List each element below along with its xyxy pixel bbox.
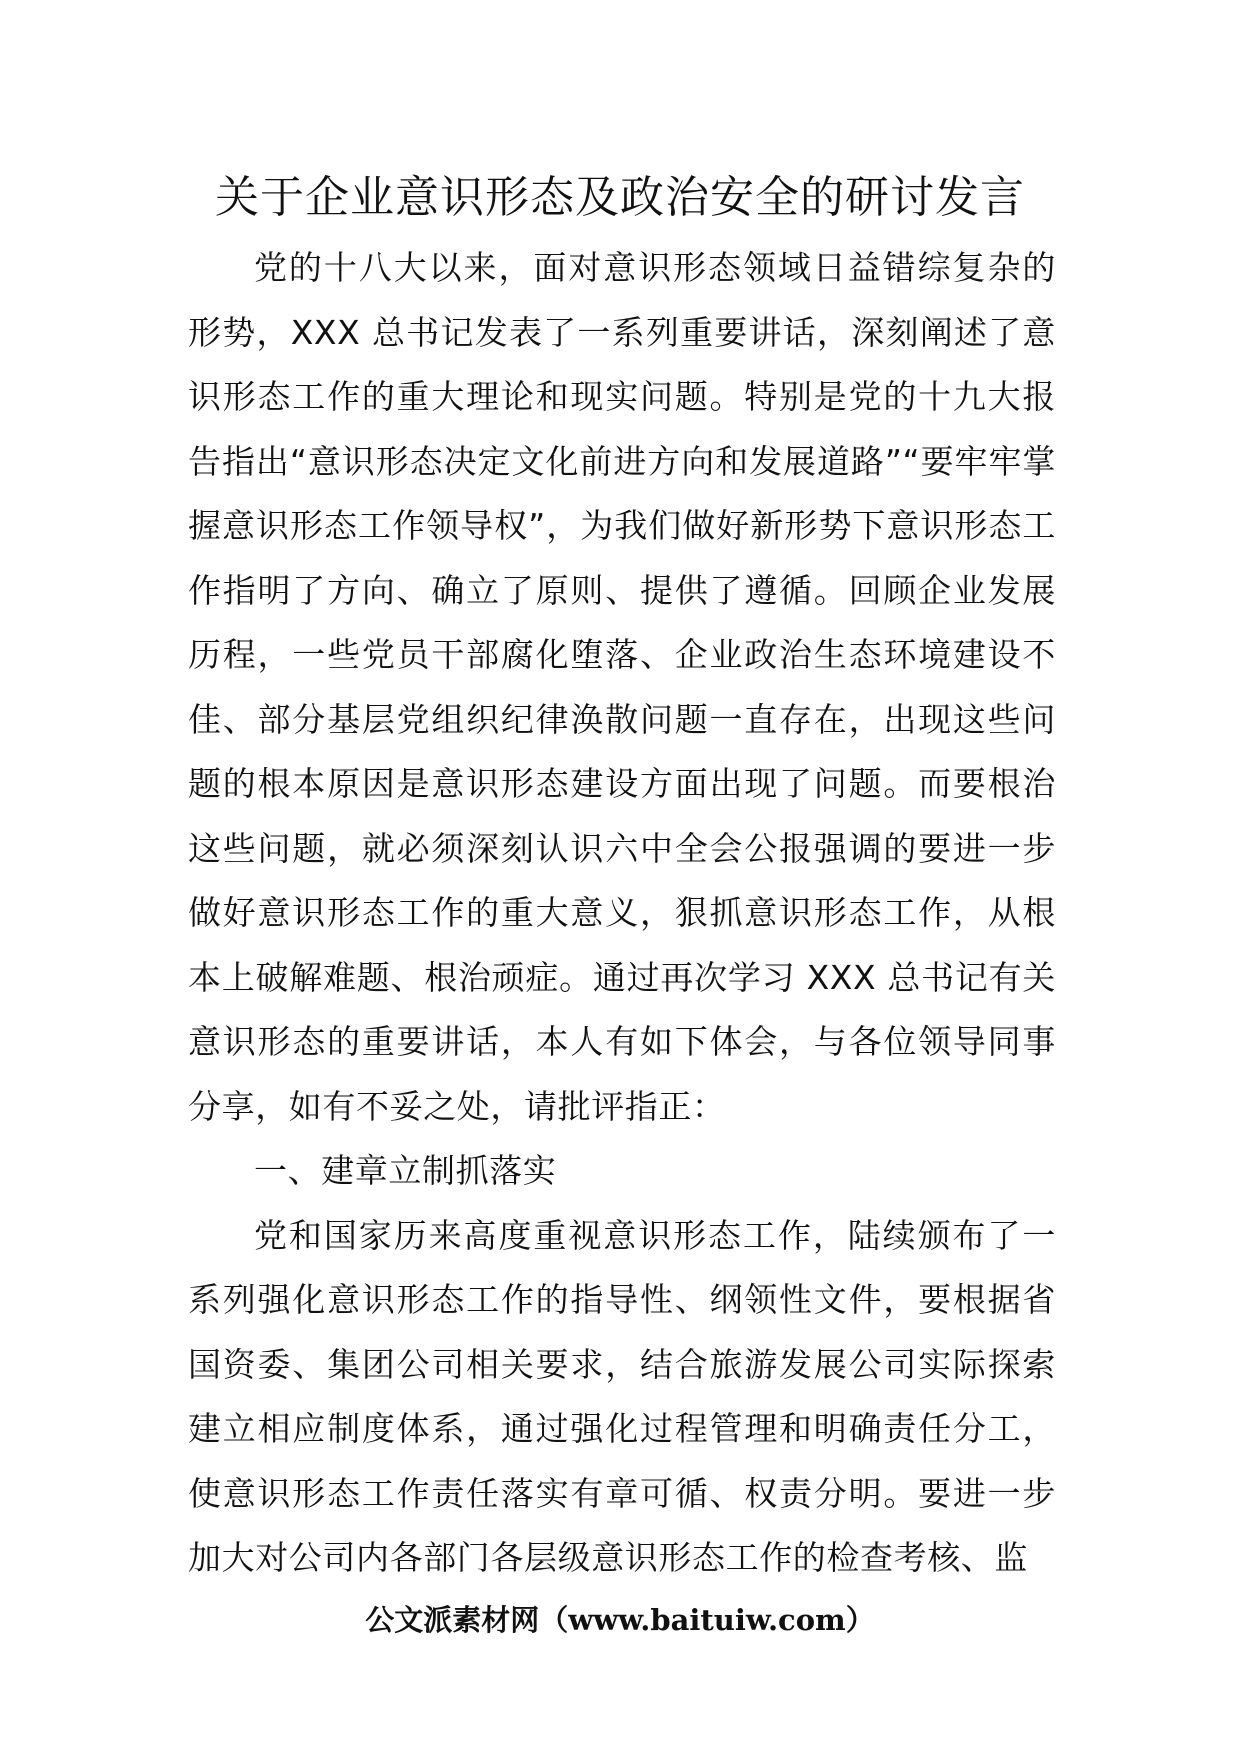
intro-paragraph: 党的十八大以来，面对意识形态领域日益错综复杂的形势，XXX 总书记发表了一系列重要讲话，深刻阐述了意识形态工作的重大理论和现实问题。特别是党的十九大报告指出“意识形态决定文化前进方向和发展道路”“要牢牢掌握意识形态工作领导权”，为我们做好新形势下意识形态工作指明了方向、确立了原则、提供了遵循。回顾企业发展历程，一些党员干部腐化堕落、企业政治生态环境建设不佳、部分基层党组织纪律涣散问题一直存在，出现这些问题的根本原因是意识形态建设方面出现了问题。而要根治这些问题，就必须深刻认识六中全会公报强调的要进一步做好意识形态工作的重大意义，狠抓意识形态工作，从根本上破解难题、根治顽症。通过再次学习 XXX 总书记有关意识形态的重要讲话，本人有如下体会，与各位领导同事分享，如有不妥之处，请批评指正：: [188, 248, 1056, 1126]
footer-watermark: 公文派素材网（www.baituiw.com）: [365, 1603, 875, 1637]
section-paragraph: 党和国家历来高度重视意识形态工作，陆续颁布了一系列强化意识形态工作的指导性、纲领性文件，要根据省国资委、集团公司相关要求，结合旅游发展公司实际探索建立相应制度体系，通过强化过程管理和明确责任分工，使意识形态工作责任落实有章可循、权责分明。要进一步加大对公司内各部门各层级意识形态工作的检查考核、监: [188, 1215, 1056, 1577]
document-body: [188, 236, 1056, 1591]
section-heading: 一、建章立制抓落实: [254, 1151, 557, 1190]
document-title: 关于企业意识形态及政治安全的研讨发言: [215, 172, 1025, 223]
